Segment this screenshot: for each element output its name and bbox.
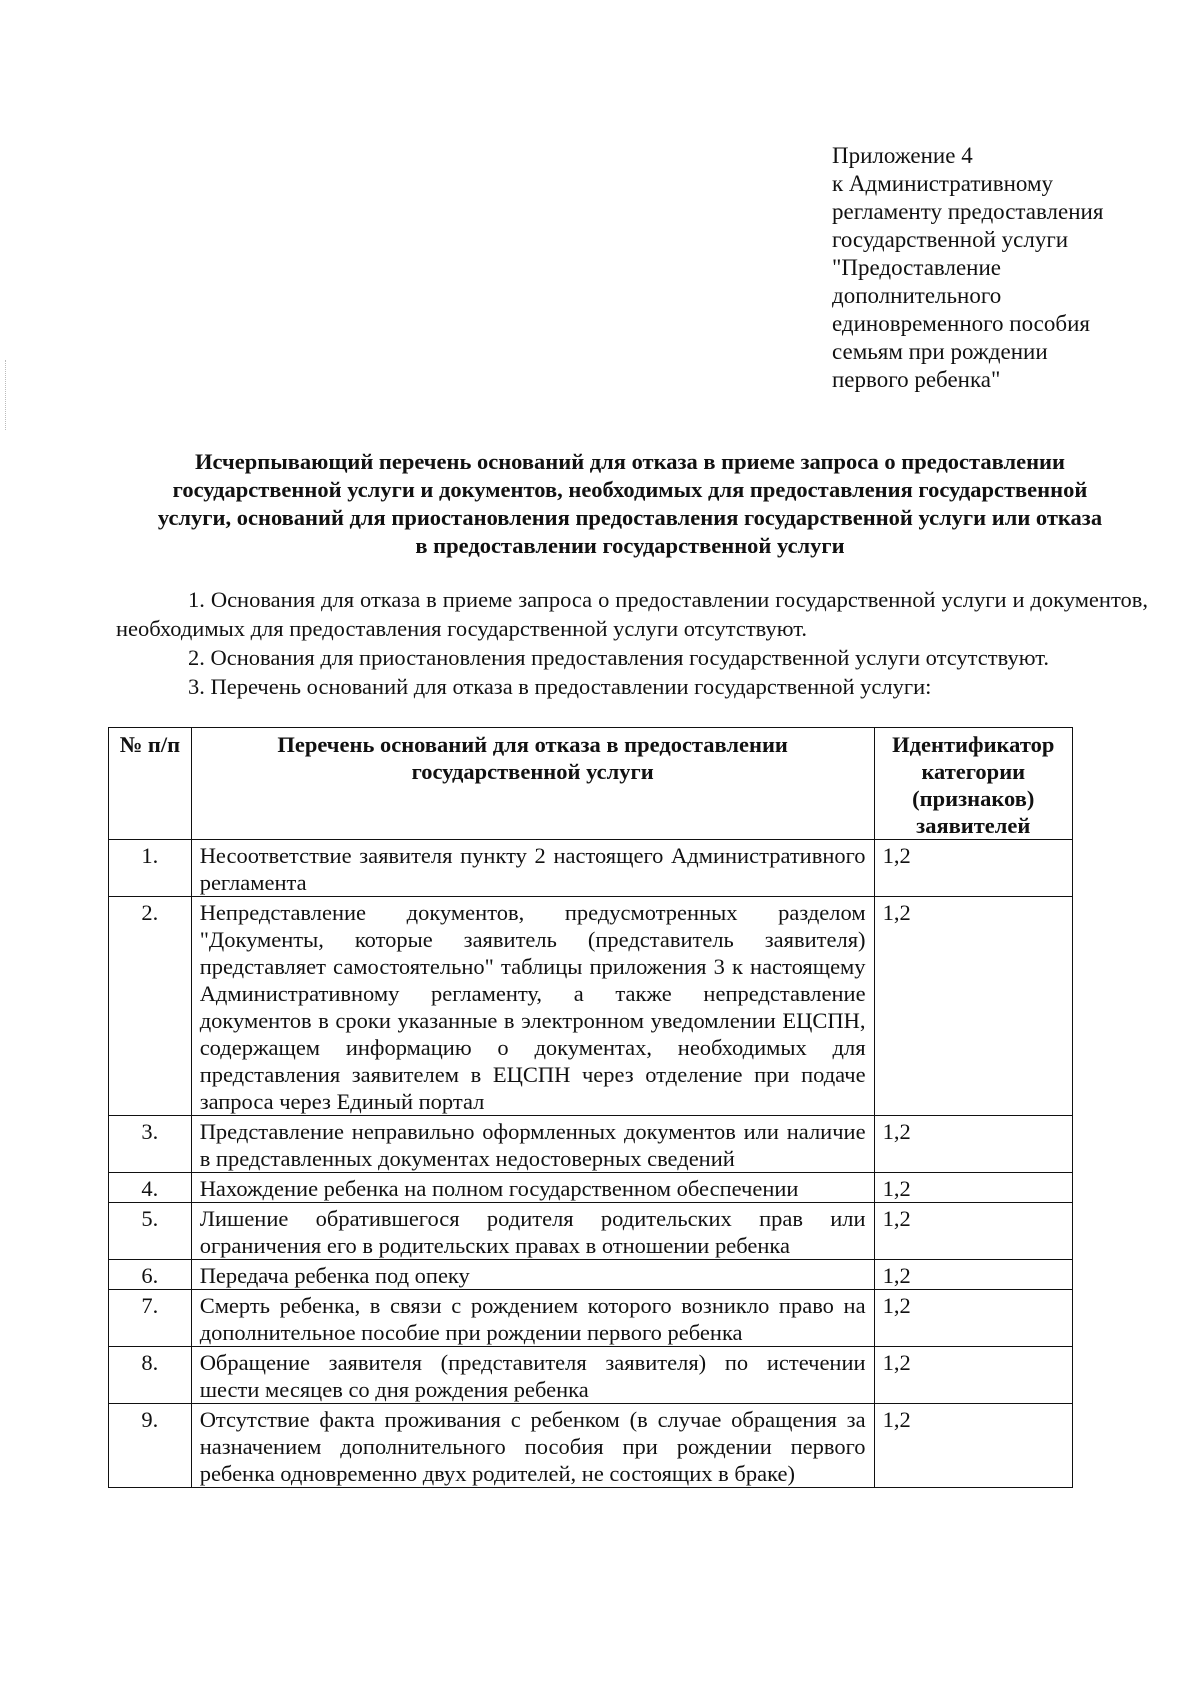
header-reason: Перечень оснований для отказа в предоставлении государственной услуги — [191, 728, 874, 840]
row-number: 3. — [109, 1116, 192, 1173]
row-number: 6. — [109, 1260, 192, 1290]
appendix-line: к Административному — [832, 171, 1054, 196]
table-row — [109, 1347, 1073, 1404]
appendix-line: регламенту предоставления — [832, 199, 1104, 224]
appendix-header — [832, 142, 1162, 394]
row-reason: Отсутствие факта проживания с ребенком (в случае обращения за назначением дополнительного пособия при рождении первого ребенка одновременно двух родителей, не состоящих в браке) — [191, 1404, 874, 1488]
appendix-line: государственной услуги — [832, 227, 1069, 252]
row-number: 5. — [109, 1203, 192, 1260]
intro-paragraph-1: 1. Основания для отказа в приеме запроса о предоставлении государственной услуги и документов, необходимых для предоставления государственной услуги отсутствуют. — [116, 587, 1148, 641]
header-number: № п/п — [109, 728, 192, 840]
appendix-line: первого ребенка" — [832, 367, 1001, 392]
intro-paragraph-3: 3. Перечень оснований для отказа в предоставлении государственной услуги: — [188, 674, 932, 699]
title-line: государственной услуги и документов, необходимых для предоставления государственной — [172, 477, 1088, 502]
table-row — [109, 1116, 1073, 1173]
row-identifier: 1,2 — [874, 1260, 1072, 1290]
row-identifier: 1,2 — [874, 1116, 1072, 1173]
table-row — [109, 1290, 1073, 1347]
table-row — [109, 897, 1073, 1116]
document-title — [110, 448, 1150, 560]
appendix-line: единовременного пособия — [832, 311, 1090, 336]
intro-text — [116, 585, 1148, 701]
row-reason: Нахождение ребенка на полном государственном обеспечении — [191, 1173, 874, 1203]
table-header-row — [109, 728, 1073, 840]
table-row — [109, 1173, 1073, 1203]
row-number: 9. — [109, 1404, 192, 1488]
table-row — [109, 1203, 1073, 1260]
row-identifier: 1,2 — [874, 1203, 1072, 1260]
row-number: 2. — [109, 897, 192, 1116]
header-identifier: Идентификатор категории (признаков) заявителей — [874, 728, 1072, 840]
appendix-line: дополнительного — [832, 283, 1002, 308]
row-reason: Обращение заявителя (представителя заявителя) по истечении шести месяцев со дня рождения ребенка — [191, 1347, 874, 1404]
scan-edge-mark — [5, 360, 7, 430]
title-line: в предоставлении государственной услуги — [415, 533, 845, 558]
row-number: 7. — [109, 1290, 192, 1347]
appendix-line: "Предоставление — [832, 255, 1001, 280]
row-number: 1. — [109, 840, 192, 897]
row-reason: Непредставление документов, предусмотренных разделом "Документы, которые заявитель (представитель заявителя) представляет самостоятельно" таблицы приложения 3 к настоящему Административному регламенту, а также непредставление документов в сроки указанные в электронном уведомлении ЕЦСПН, содержащем информацию о документах, необходимых для представления заявителем в ЕЦСПН через отделение при подаче запроса через Единый портал — [191, 897, 874, 1116]
table-row — [109, 1404, 1073, 1488]
row-reason: Лишение обратившегося родителя родительских прав или ограничения его в родительских правах в отношении ребенка — [191, 1203, 874, 1260]
table-row — [109, 1260, 1073, 1290]
row-identifier: 1,2 — [874, 1347, 1072, 1404]
row-number: 4. — [109, 1173, 192, 1203]
row-identifier: 1,2 — [874, 897, 1072, 1116]
appendix-line: Приложение 4 — [832, 143, 973, 168]
row-number: 8. — [109, 1347, 192, 1404]
intro-paragraph-2: 2. Основания для приостановления предоставления государственной услуги отсутствуют. — [188, 645, 1049, 670]
row-reason: Несоответствие заявителя пункту 2 настоящего Административного регламента — [191, 840, 874, 897]
row-identifier: 1,2 — [874, 1173, 1072, 1203]
table-row — [109, 840, 1073, 897]
row-reason: Представление неправильно оформленных документов или наличие в представленных документах недостоверных сведений — [191, 1116, 874, 1173]
row-reason: Смерть ребенка, в связи с рождением которого возникло право на дополнительное пособие при рождении первого ребенка — [191, 1290, 874, 1347]
row-reason: Передача ребенка под опеку — [191, 1260, 874, 1290]
refusal-grounds-table — [108, 727, 1073, 1488]
title-line: услуги, оснований для приостановления предоставления государственной услуги или отказа — [157, 505, 1103, 530]
row-identifier: 1,2 — [874, 1404, 1072, 1488]
row-identifier: 1,2 — [874, 840, 1072, 897]
title-line: Исчерпывающий перечень оснований для отказа в приеме запроса о предоставлении — [195, 449, 1065, 474]
appendix-line: семьям при рождении — [832, 339, 1048, 364]
row-identifier: 1,2 — [874, 1290, 1072, 1347]
